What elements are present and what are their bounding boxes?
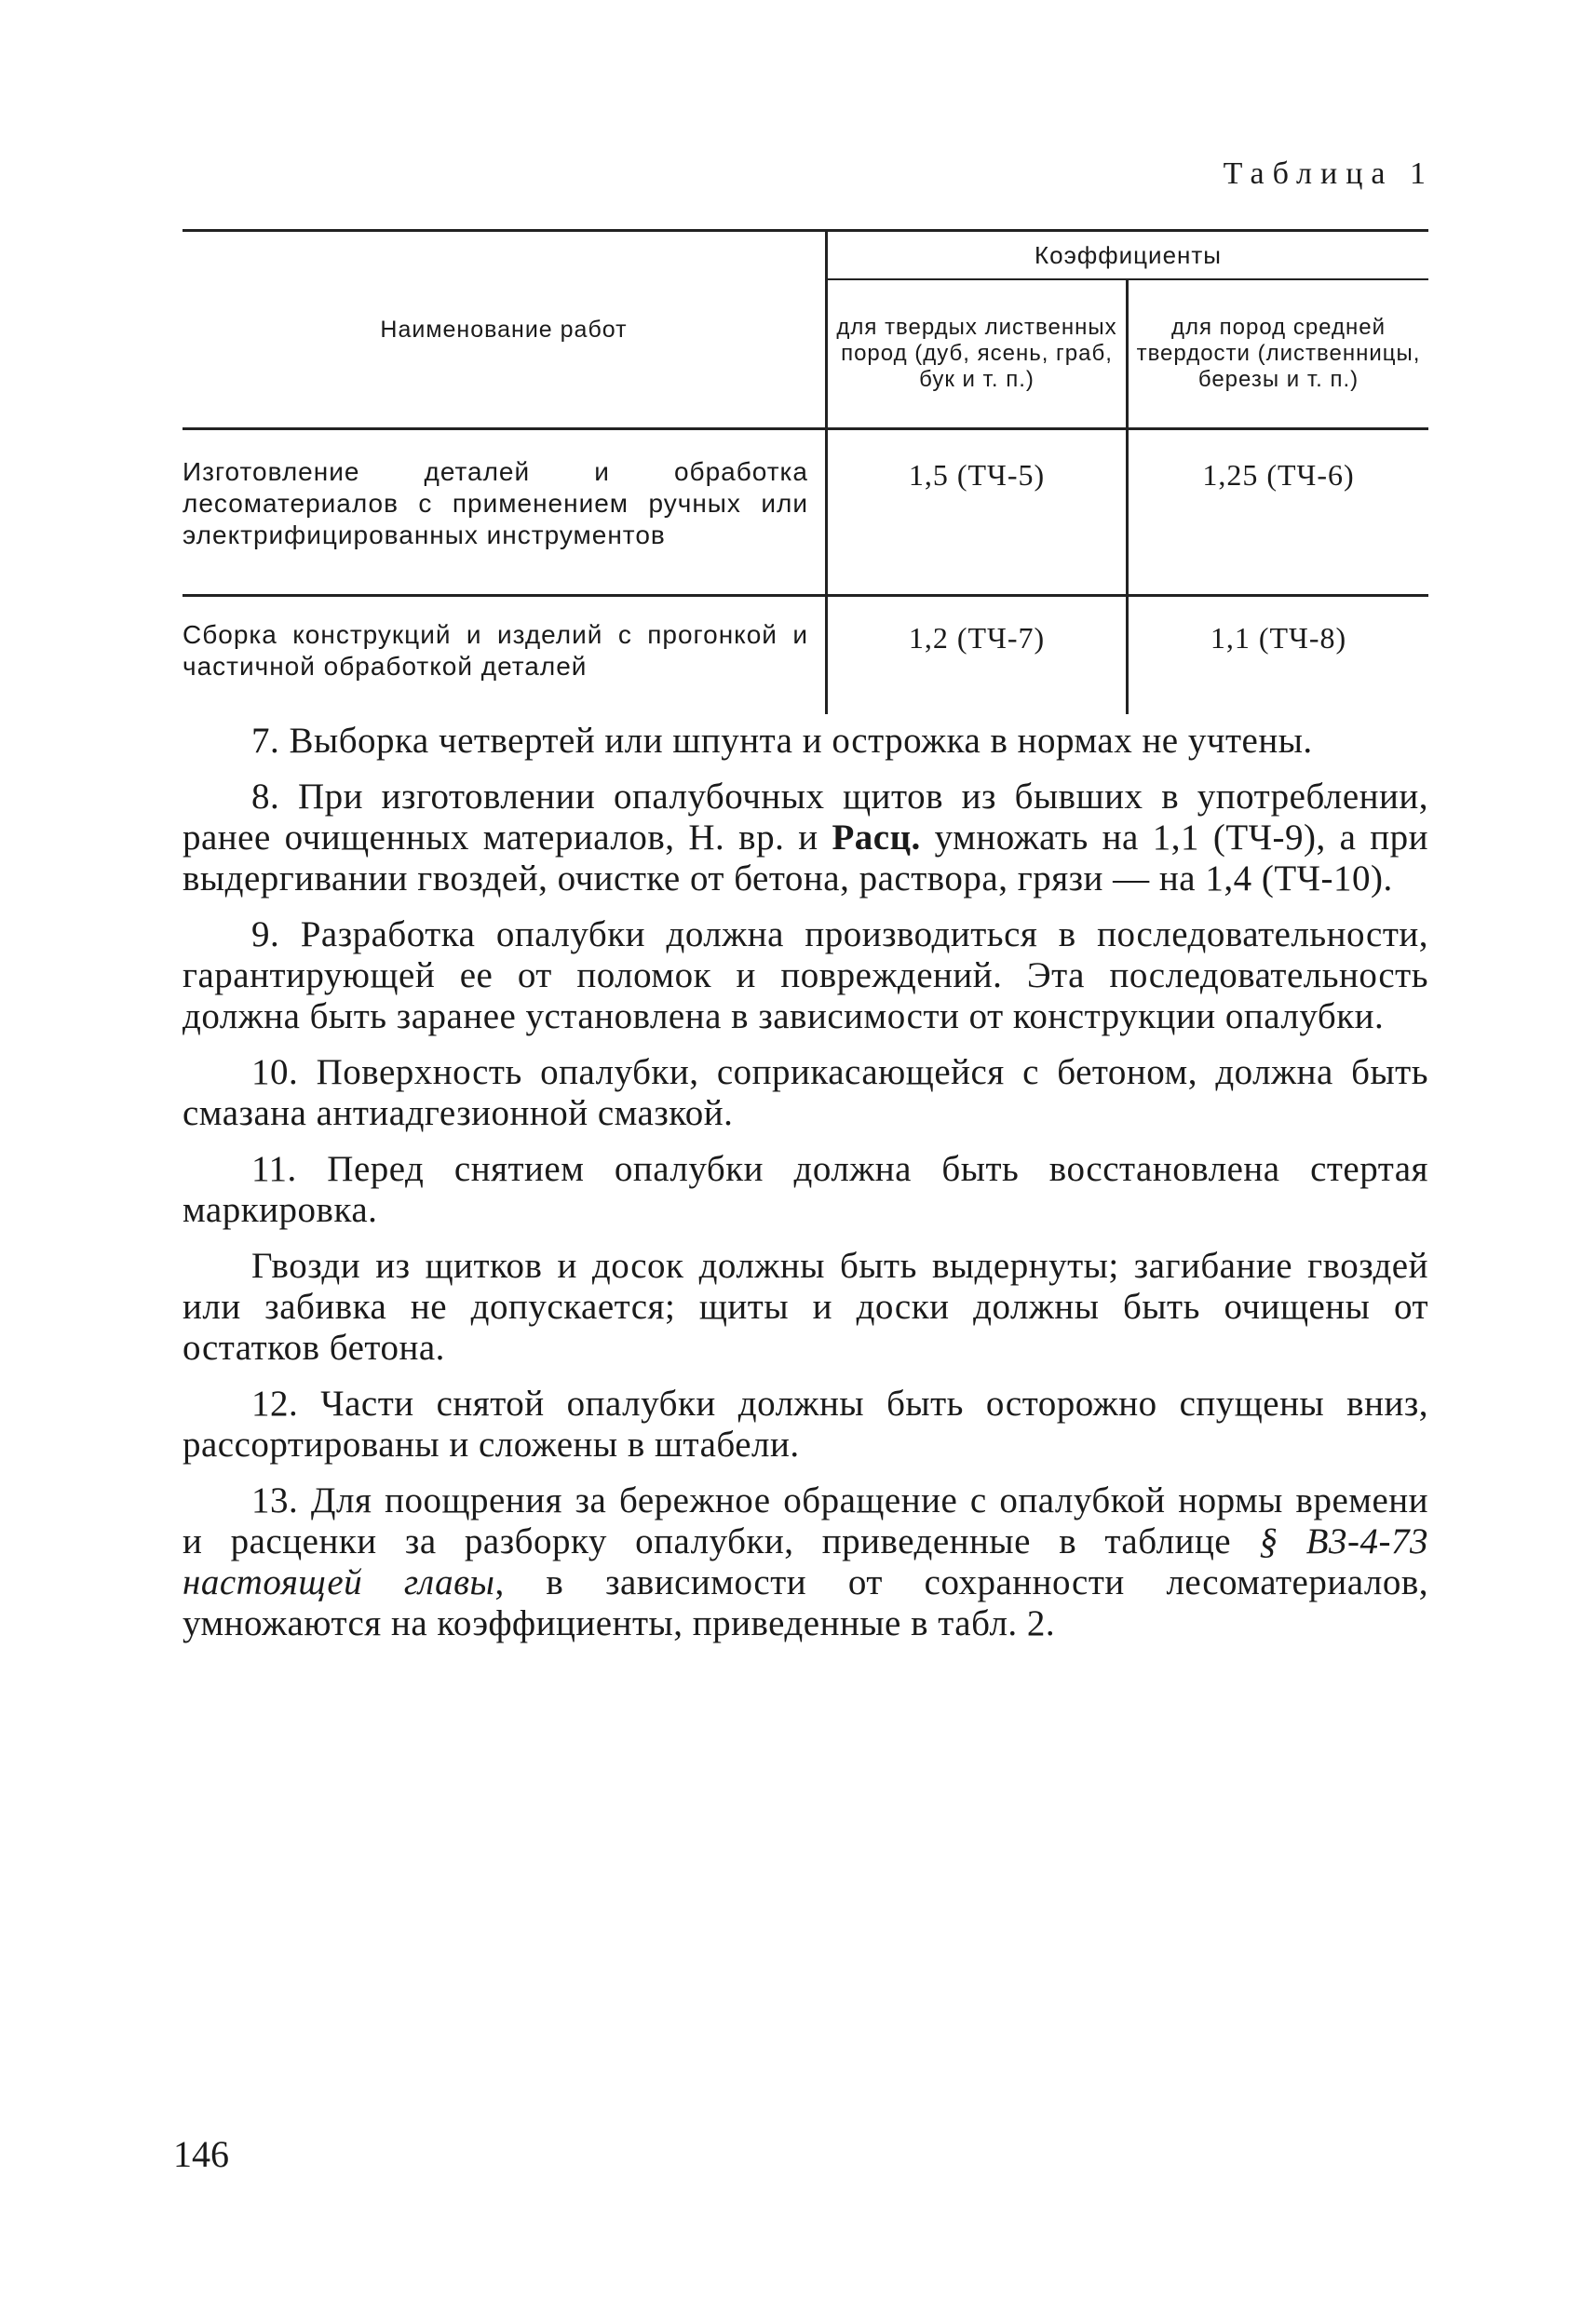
coefficients-table bbox=[183, 229, 1428, 714]
row-medium-coef: 1,1 (ТЧ-8) bbox=[1210, 621, 1347, 655]
row-work-name: Сборка конструкций и изделий с прогонкой и частичной обработкой деталей bbox=[183, 596, 827, 715]
paragraph-10: 10. Поверхность опалубки, соприкасающейся с бетоном, должна быть смазана антиадгезионной смазкой. bbox=[183, 1052, 1428, 1133]
paragraph-13-start: 13. Для поощрения за бережное обращение с опалубкой нормы времени и расценки за разборку опалубки, приведенные в таблице bbox=[183, 1480, 1428, 1561]
page-number: 146 bbox=[173, 2133, 229, 2175]
row-hard-coef: 1,2 (ТЧ-7) bbox=[827, 596, 1128, 715]
paragraph-8-end: умножать на 1,1 (ТЧ-9), а при выдергивании гвоздей, очистке от бетона, раствора, грязи — на 1,4 (ТЧ-10). bbox=[183, 818, 1428, 899]
paragraph-7: 7. Выборка четвертей или шпунта и острожка в нормах не учтены. bbox=[251, 721, 1313, 761]
body-text bbox=[183, 721, 1428, 1659]
paragraph-11-nails: Гвозди из щитков и досок должны быть выдернуты; загибание гвоздей или забивка не допускается; щиты и доски должны быть очищены от остатков бетона. bbox=[183, 1246, 1428, 1368]
paragraph-11: 11. Перед снятием опалубки должна быть восстановлена стертая маркировка. bbox=[183, 1149, 1428, 1230]
row-work-name: Изготовление деталей и обработка лесоматериалов с применением ручных или электрифицированных инструментов bbox=[183, 429, 827, 596]
header-medium-wood: для пород средней твердости (лиственницы, березы и т. п.) bbox=[1128, 279, 1429, 429]
table-row bbox=[183, 429, 1428, 596]
paragraph-8-bold: Расц. bbox=[832, 818, 921, 858]
paragraph-12: 12. Части снятой опалубки должны быть осторожно спущены вниз, рассортированы и сложены в штабели. bbox=[183, 1384, 1428, 1465]
paragraph-8 bbox=[183, 777, 1428, 899]
table-row bbox=[183, 596, 1428, 715]
header-hard-wood: для твердых лиственных пород (дуб, ясень, граб, бук и т. п.) bbox=[827, 279, 1128, 429]
table-caption: Таблица 1 bbox=[1223, 156, 1434, 191]
header-coefficients: Коэффициенты bbox=[827, 231, 1429, 280]
row-hard-coef: 1,5 (ТЧ-5) bbox=[827, 429, 1128, 596]
paragraph-9: 9. Разработка опалубки должна производиться в последовательности, гарантирующей ее от поломок и повреждений. Эта последовательность должна быть заранее установлена в зависимости от конструкции опалубки. bbox=[183, 914, 1428, 1036]
header-work-name: Наименование работ bbox=[183, 231, 827, 429]
table-header-row bbox=[183, 231, 1428, 280]
paragraph-13 bbox=[183, 1480, 1428, 1644]
paragraph-13-end: , в зависимости от сохранности лесоматериалов, умножаются на коэффициенты, приведенные в табл. 2. bbox=[183, 1562, 1429, 1643]
paragraph-13-italic: § В3-4-73 настоящей главы bbox=[183, 1521, 1428, 1602]
row-medium-coef: 1,25 (ТЧ-6) bbox=[1128, 429, 1429, 596]
paragraph-8-start: 8. При изготовлении опалубочных щитов из бывших в употреблении, ранее очищенных материалов, Н. вр. и bbox=[183, 777, 1428, 858]
